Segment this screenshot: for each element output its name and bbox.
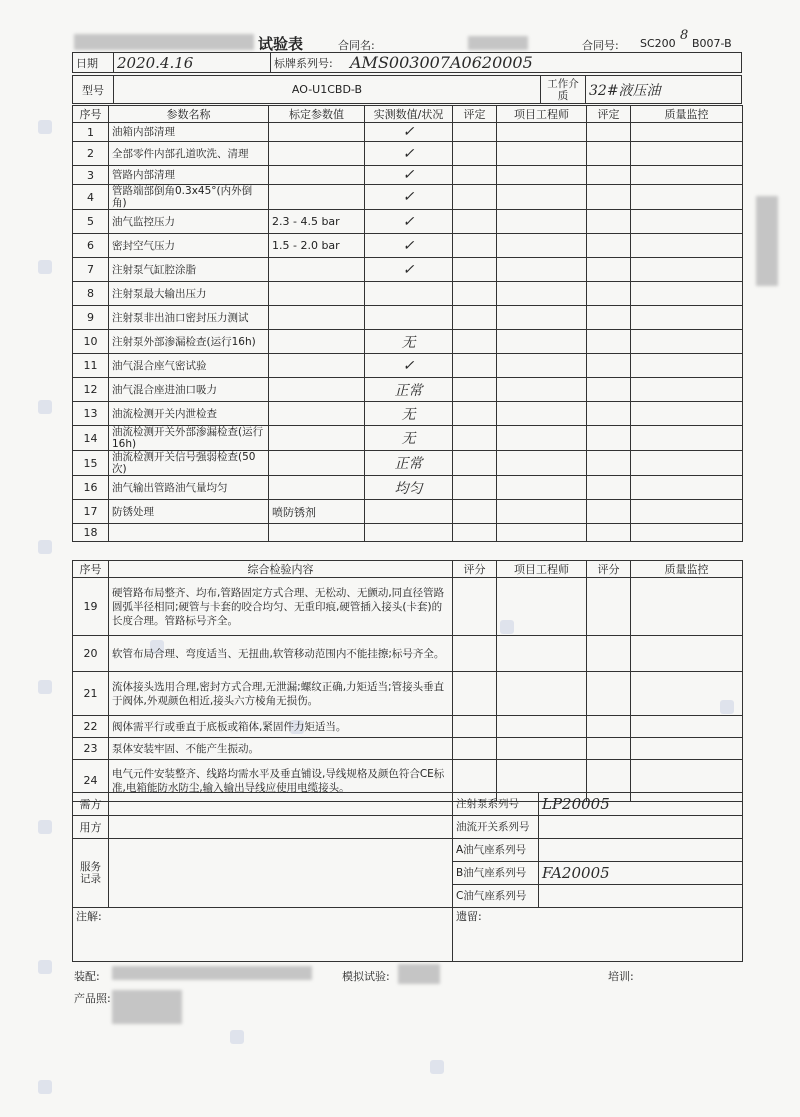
item-name: 全部零件内部孔道吹洗、清理 [109,142,269,166]
item-name: 管路端部倒角0.3x45°(内外倒角) [109,185,269,210]
document-title: 试验表 [258,35,304,53]
score-cell [631,578,743,636]
medium-label: 工作介质 [541,76,586,104]
item-measured-value: ✓ [365,123,453,142]
rating-cell [587,451,631,476]
col-header: 评定 [587,106,631,123]
table-row [73,234,743,258]
score-cell [631,738,743,760]
item-standard-value [269,402,365,426]
inspection-text: 电气元件安装整齐、线路均需水平及垂直铺设,导线规格及颜色符合CE标准,电箱能防水防尘,输入输出导线应使用电缆接头。 [109,760,453,802]
col-header: 评分 [587,561,631,578]
rating-cell [587,500,631,524]
quality-cell [631,378,743,402]
contract-no-tail: B007-B [692,37,732,50]
redacted-sim-test [398,964,440,984]
item-number: 4 [73,185,109,210]
table-row [73,402,743,426]
rating-cell [587,282,631,306]
item-standard-value [269,123,365,142]
engineer-cell [497,500,587,524]
col-header: 项目工程师 [497,106,587,123]
bottom-block [72,792,743,962]
rating-cell [587,306,631,330]
table-row [73,716,743,738]
table-row [73,500,743,524]
score-cell [587,578,631,636]
quality-cell [631,426,743,451]
item-name: 油流检测开关外部渗漏检查(运行16h) [109,426,269,451]
item-measured-value: 无 [365,330,453,354]
quality-cell [631,123,743,142]
item-number: 5 [73,210,109,234]
engineer-cell [497,306,587,330]
item-measured-value: ✓ [365,210,453,234]
redacted-contract-name [468,36,528,50]
rating-cell [587,210,631,234]
col-header: 参数名称 [109,106,269,123]
redacted-right-margin [756,196,778,286]
item-measured-value [365,306,453,330]
col-header: 序号 [73,561,109,578]
quality-cell [631,354,743,378]
item-name: 油流检测开关内泄检查 [109,402,269,426]
remain-label: 遗留: [456,910,482,923]
item-standard-value [269,451,365,476]
engineer-cell [497,258,587,282]
rating-cell [453,166,497,185]
col-header: 序号 [73,106,109,123]
rating-cell [453,451,497,476]
table-row [73,636,743,672]
engineer-cell [497,354,587,378]
rating-cell [587,402,631,426]
inspection-table-header [73,561,743,578]
table-row [73,185,743,210]
item-number: 12 [73,378,109,402]
engineer-cell [497,524,587,542]
table-row [73,378,743,402]
table-row [73,306,743,330]
rating-cell [453,234,497,258]
col-header: 标定参数值 [269,106,365,123]
table-row [73,354,743,378]
contract-no-value: SC200 [640,37,676,50]
item-standard-value: 2.3 - 4.5 bar [269,210,365,234]
training-label: 培训: [608,970,634,983]
note-label: 注解: [76,910,102,923]
engineer-cell [497,451,587,476]
item-name: 油气输出管路油气量均匀 [109,476,269,500]
service-label: 服务记录 [73,839,109,908]
engineer-cell [497,142,587,166]
serial-label: 标牌系列号: [271,53,348,73]
item-name [109,524,269,542]
serial-value: AMS003007A0620005 [347,53,742,73]
item-standard-value [269,306,365,330]
quality-cell [631,330,743,354]
item-number: 16 [73,476,109,500]
rating-cell [453,476,497,500]
item-number: 24 [73,760,109,802]
redacted-product-photo [112,990,182,1024]
item-measured-value: 正常 [365,451,453,476]
item-measured-value: ✓ [365,354,453,378]
inspection-table [72,560,743,802]
date-row [72,52,742,73]
engineer-cell [497,185,587,210]
pump-serial-label: 注射泵系列号 [453,793,539,816]
redacted-title [74,34,254,50]
engineer-cell [497,476,587,500]
parameter-table-header [73,106,743,123]
item-number: 20 [73,636,109,672]
switch-serial-label: 油流开关系列号 [453,816,539,839]
col-header: 质量监控 [631,561,743,578]
engineer-cell [497,426,587,451]
item-number: 22 [73,716,109,738]
quality-cell [631,166,743,185]
item-standard-value [269,476,365,500]
item-number: 3 [73,166,109,185]
quality-cell [631,500,743,524]
item-number: 7 [73,258,109,282]
engineer-cell [497,378,587,402]
item-number: 8 [73,282,109,306]
item-standard-value [269,378,365,402]
score-cell [453,716,497,738]
rating-cell [587,258,631,282]
b-seat-value: FA20005 [539,862,743,885]
engineer-cell [497,282,587,306]
inspection-text: 阀体需平行或垂直于底板或箱体,紧固件力矩适当。 [109,716,453,738]
col-header: 项目工程师 [497,561,587,578]
item-name: 防锈处理 [109,500,269,524]
rating-cell [453,330,497,354]
model-value: AO-U1CBD-B [114,76,541,104]
score-cell [631,716,743,738]
sim-test-label: 模拟试验: [342,970,390,983]
table-row [73,738,743,760]
rating-cell [453,258,497,282]
col-header: 评定 [453,106,497,123]
col-header: 质量监控 [631,106,743,123]
table-row [73,123,743,142]
item-name: 注射泵气缸腔涂脂 [109,258,269,282]
rating-cell [453,210,497,234]
item-number: 9 [73,306,109,330]
assembly-label: 装配: [74,970,100,983]
score-cell [453,738,497,760]
item-standard-value [269,258,365,282]
item-number: 19 [73,578,109,636]
engineer-cell [497,402,587,426]
item-number: 1 [73,123,109,142]
item-number: 14 [73,426,109,451]
item-name: 注射泵最大输出压力 [109,282,269,306]
user-label: 用方 [73,816,109,839]
score-cell [587,672,631,716]
rating-cell [453,500,497,524]
rating-cell [587,123,631,142]
item-measured-value [365,500,453,524]
engineer-cell [497,330,587,354]
item-number: 6 [73,234,109,258]
engineer-cell [497,123,587,142]
score-cell [497,672,587,716]
rating-cell [587,426,631,451]
item-number: 2 [73,142,109,166]
inspection-text: 硬管路布局整齐、均布,管路固定方式合理、无松动、无颤动,同直径管路圆弧半径相同;硬管与卡套的咬合均匀、无重印痕,硬管插入接头(卡套)的长度合理。管路标号齐全。 [109,578,453,636]
table-row [73,476,743,500]
score-cell [497,738,587,760]
inspection-text: 流体接头选用合理,密封方式合理,无泄漏;螺纹正确,力矩适当;管接头垂直于阀体,外观颜色相近,接头六方棱角无损伤。 [109,672,453,716]
item-standard-value: 1.5 - 2.0 bar [269,234,365,258]
rating-cell [453,123,497,142]
item-measured-value: ✓ [365,234,453,258]
rating-cell [587,378,631,402]
note-cell [73,908,453,962]
rating-cell [453,282,497,306]
item-measured-value: ✓ [365,166,453,185]
product-photo-label: 产品照: [74,992,111,1005]
item-name: 油气混合座进油口吸力 [109,378,269,402]
item-measured-value: ✓ [365,142,453,166]
pump-serial-value: LP20005 [539,793,743,816]
item-standard-value [269,426,365,451]
rating-cell [453,524,497,542]
item-standard-value [269,185,365,210]
item-number: 17 [73,500,109,524]
item-measured-value: 正常 [365,378,453,402]
engineer-cell [497,234,587,258]
table-row [73,166,743,185]
item-name: 油气混合座气密试验 [109,354,269,378]
item-standard-value [269,166,365,185]
inspection-text: 软管布局合理、弯度适当、无扭曲,软管移动范围内不能挂擦;标号齐全。 [109,636,453,672]
item-name: 管路内部清理 [109,166,269,185]
item-number: 21 [73,672,109,716]
score-cell [453,578,497,636]
redacted-assembly [112,966,312,980]
table-row [73,426,743,451]
c-seat-label: C油气座系列号 [453,885,539,908]
item-name: 密封空气压力 [109,234,269,258]
table-row [73,282,743,306]
inspection-text: 泵体安装牢固、不能产生振动。 [109,738,453,760]
table-row [73,330,743,354]
rating-cell [587,185,631,210]
item-standard-value [269,524,365,542]
rating-cell [587,524,631,542]
date-label: 日期 [73,53,114,73]
rating-cell [587,166,631,185]
quality-cell [631,306,743,330]
item-name: 油箱内部清理 [109,123,269,142]
rating-cell [587,330,631,354]
a-seat-label: A油气座系列号 [453,839,539,862]
col-header: 评分 [453,561,497,578]
rating-cell [453,306,497,330]
rating-cell [587,234,631,258]
quality-cell [631,185,743,210]
item-number: 11 [73,354,109,378]
item-name: 油流检测开关信号强弱检查(50次) [109,451,269,476]
item-measured-value: 无 [365,402,453,426]
quality-cell [631,402,743,426]
item-standard-value [269,330,365,354]
item-measured-value [365,524,453,542]
item-standard-value: 喷防锈剂 [269,500,365,524]
b-seat-label: B油气座系列号 [453,862,539,885]
item-measured-value: ✓ [365,258,453,282]
score-cell [587,716,631,738]
quality-cell [631,476,743,500]
rating-cell [587,476,631,500]
score-cell [453,636,497,672]
item-number: 18 [73,524,109,542]
contract-no-label: 合同号: [582,39,619,52]
demand-label: 需方 [73,793,109,816]
rating-cell [453,354,497,378]
quality-cell [631,234,743,258]
item-measured-value: 无 [365,426,453,451]
item-number: 10 [73,330,109,354]
contract-name-label: 合同名: [338,39,375,52]
col-header: 综合检验内容 [109,561,453,578]
rating-cell [453,426,497,451]
contract-no-handwritten: 8 [680,28,689,43]
rating-cell [453,402,497,426]
table-row [73,451,743,476]
col-header: 实测数值/状况 [365,106,453,123]
quality-cell [631,282,743,306]
engineer-cell [497,166,587,185]
item-number: 23 [73,738,109,760]
score-cell [497,636,587,672]
date-value: 2020.4.16 [114,53,271,73]
table-row [73,142,743,166]
quality-cell [631,258,743,282]
model-label: 型号 [73,76,114,104]
rating-cell [587,142,631,166]
item-standard-value [269,282,365,306]
parameter-table [72,105,743,542]
model-row [72,75,742,104]
engineer-cell [497,210,587,234]
item-measured-value: 均匀 [365,476,453,500]
rating-cell [453,378,497,402]
item-standard-value [269,354,365,378]
score-cell [587,738,631,760]
item-name: 注射泵外部渗漏检查(运行16h) [109,330,269,354]
score-cell [587,636,631,672]
rating-cell [453,142,497,166]
item-number: 15 [73,451,109,476]
score-cell [631,672,743,716]
table-row [73,672,743,716]
score-cell [497,716,587,738]
quality-cell [631,524,743,542]
quality-cell [631,210,743,234]
rating-cell [587,354,631,378]
item-measured-value: ✓ [365,185,453,210]
medium-value: 32#液压油 [586,76,742,104]
table-row [73,258,743,282]
item-name: 油气监控压力 [109,210,269,234]
table-row [73,578,743,636]
item-name: 注射泵非出油口密封压力测试 [109,306,269,330]
item-standard-value [269,142,365,166]
item-number: 13 [73,402,109,426]
quality-cell [631,451,743,476]
rating-cell [453,185,497,210]
quality-cell [631,142,743,166]
remain-cell [453,908,743,962]
score-cell [453,672,497,716]
table-row [73,210,743,234]
item-measured-value [365,282,453,306]
score-cell [497,578,587,636]
table-row [73,524,743,542]
score-cell [631,636,743,672]
